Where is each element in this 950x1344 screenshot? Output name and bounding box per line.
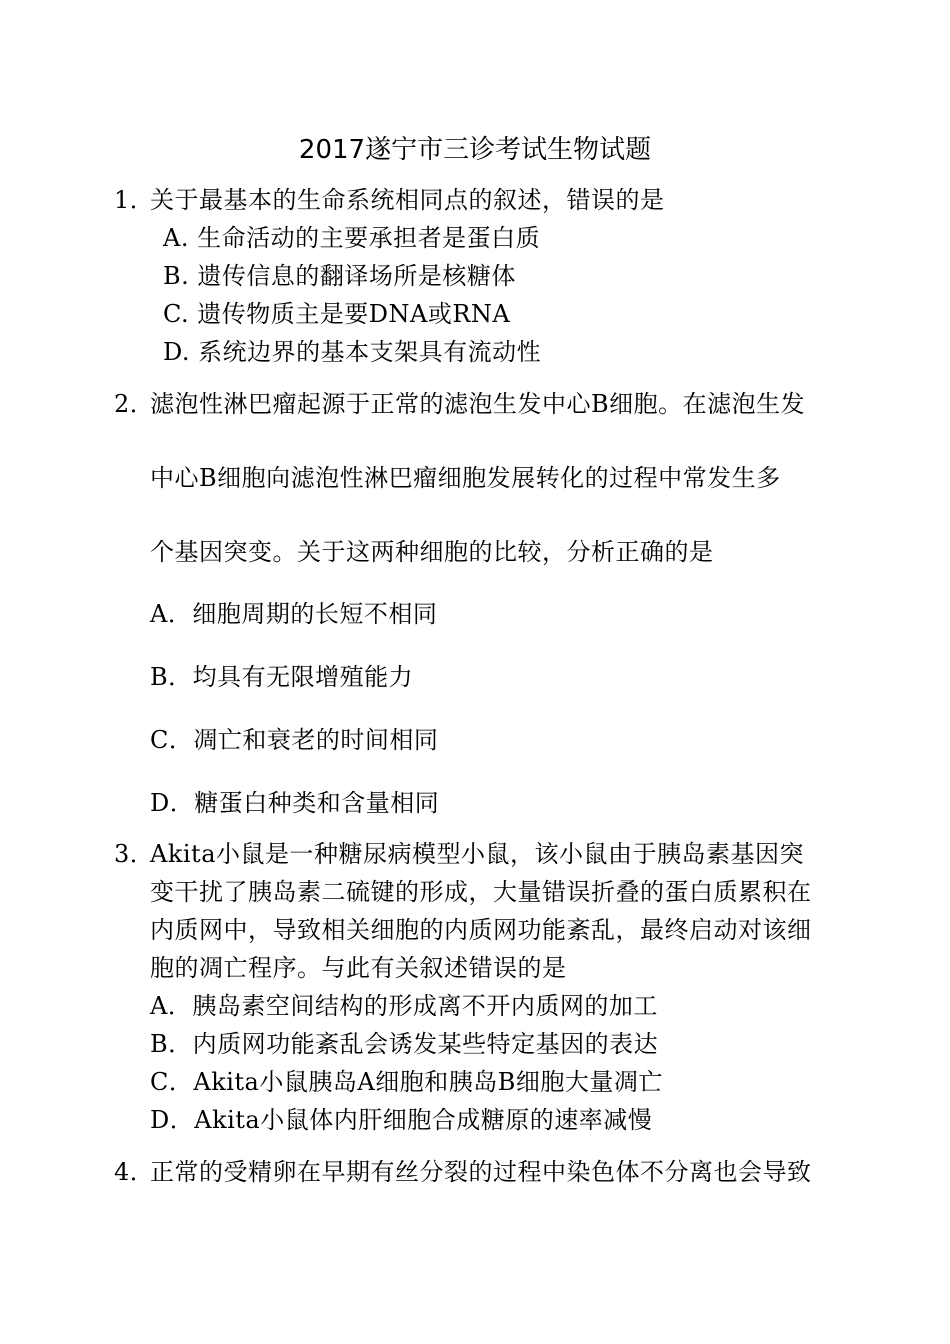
question-1-option-d: D. 系统边界的基本支架具有流动性 [163,338,542,366]
question-1-text: 关于最基本的生命系统相同点的叙述，错误的是 [150,186,665,214]
question-3-stem-line-2: 变干扰了胰岛素二硫键的形成，大量错误折叠的蛋白质累积在 [150,878,812,906]
question-1-stem [114,184,665,216]
question-3-stem-line-4: 胞的凋亡程序。与此有关叙述错误的是 [150,954,567,982]
question-2-text-line-1: 滤泡性淋巴瘤起源于正常的滤泡生发中心B细胞。在滤泡生发 [150,390,806,418]
question-3-option-b: B．内质网功能紊乱会诱发某些特定基因的表达 [150,1030,659,1058]
question-3-stem-line-1 [114,838,804,870]
question-2-stem-line-2: 中心B细胞向滤泡性淋巴瘤细胞发展转化的过程中常发生多 [150,464,781,492]
question-2-option-c: C．凋亡和衰老的时间相同 [150,726,439,754]
question-3-option-d: D．Akita小鼠体内肝细胞合成糖原的速率减慢 [150,1106,653,1134]
question-1-option-b: B. 遗传信息的翻译场所是核糖体 [163,262,516,290]
page-title: 2017遂宁市三诊考试生物试题 [298,135,652,165]
question-3-text-line-1: Akita小鼠是一种糖尿病模型小鼠，该小鼠由于胰岛素基因突 [150,840,805,868]
question-2-stem-line-3: 个基因突变。关于这两种细胞的比较，分析正确的是 [150,538,714,566]
question-2-stem-line-1 [114,388,805,420]
question-3-option-c: C．Akita小鼠胰岛A细胞和胰岛B细胞大量凋亡 [150,1068,663,1096]
question-1-option-c: C. 遗传物质主是要DNA或RNA [163,300,511,328]
question-2-number: 2． [114,390,155,418]
question-4-number: 4． [114,1158,155,1186]
question-1-option-a: A. 生命活动的主要承担者是蛋白质 [163,224,541,252]
question-4-stem [114,1156,812,1188]
question-3-stem-line-3: 内质网中，导致相关细胞的内质网功能紊乱，最终启动对该细 [150,916,812,944]
question-3-option-a: A．胰岛素空间结构的形成离不开内质网的加工 [150,992,658,1020]
question-1-number: 1． [114,186,155,214]
question-2-option-d: D．糖蛋白种类和含量相同 [150,789,440,817]
question-3-number: 3． [114,840,155,868]
question-2-option-a: A．细胞周期的长短不相同 [150,600,438,628]
question-4-text: 正常的受精卵在早期有丝分裂的过程中染色体不分离也会导致 [150,1158,812,1186]
question-2-option-b: B．均具有无限增殖能力 [150,663,414,691]
